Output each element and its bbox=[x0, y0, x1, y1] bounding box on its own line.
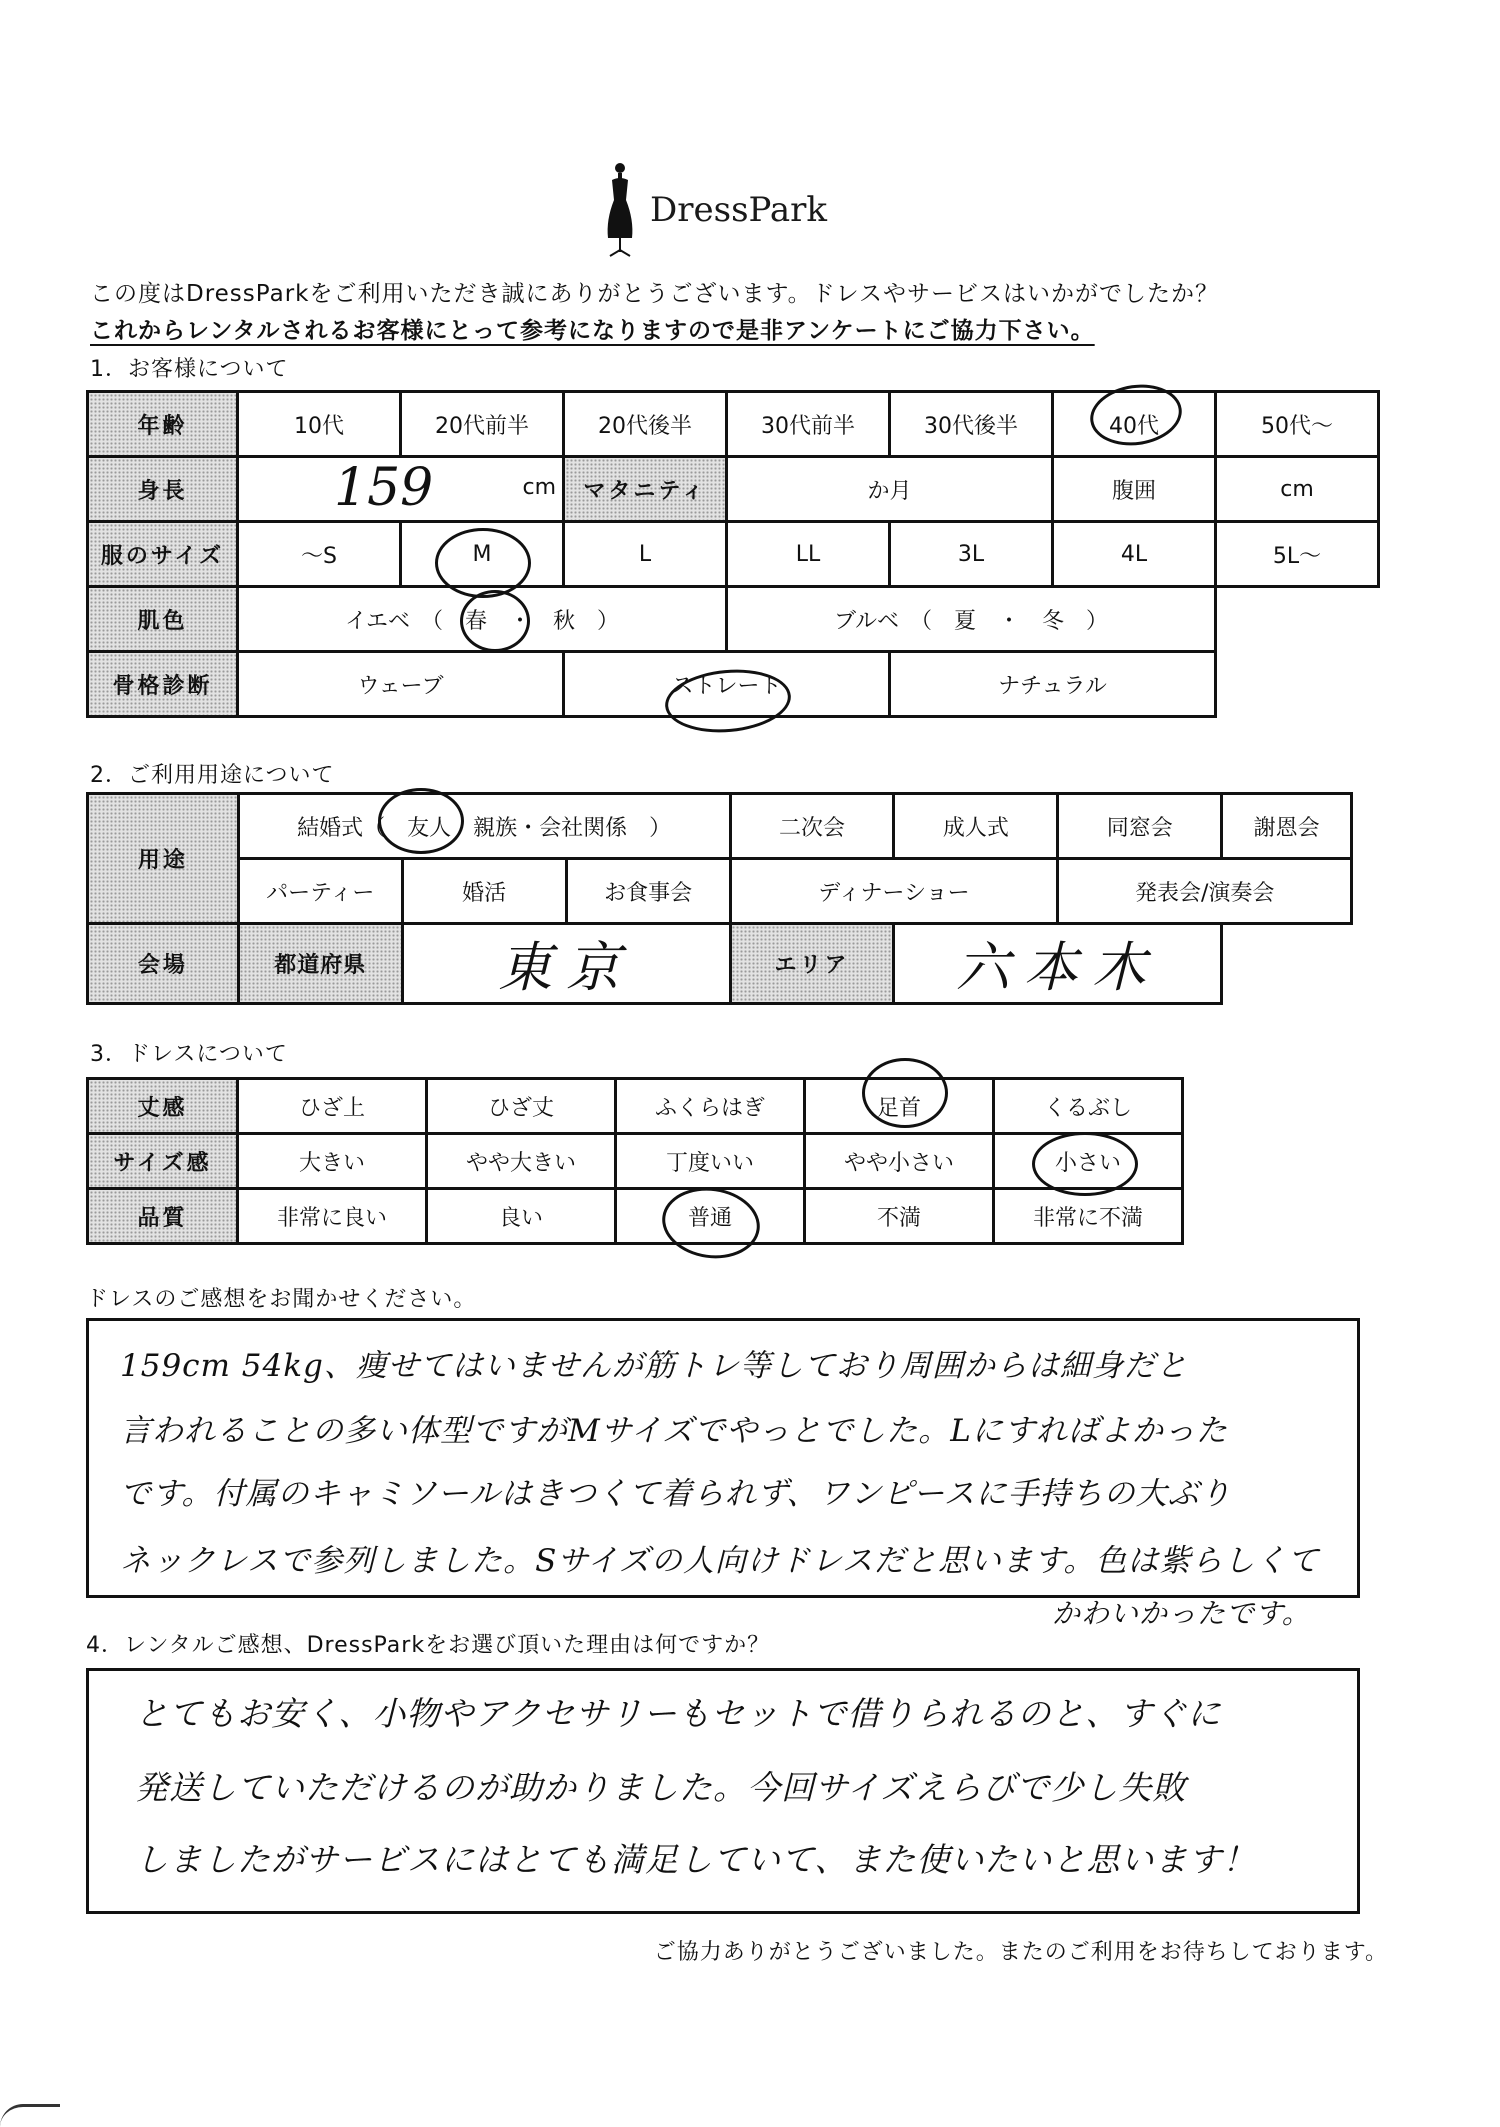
wedding-option[interactable]: 結婚式（ 友人 親族・会社関係 ） bbox=[238, 794, 730, 859]
fit-option[interactable]: 大きい bbox=[238, 1134, 427, 1189]
area-field[interactable] bbox=[894, 924, 1222, 1004]
quality-option[interactable]: 良い bbox=[427, 1189, 616, 1244]
prefecture-value: 東京 bbox=[498, 936, 635, 999]
section2-title: 2．ご利用用途について bbox=[90, 763, 335, 788]
purpose-option[interactable]: 二次会 bbox=[730, 794, 894, 859]
dress-table bbox=[86, 1077, 1184, 1245]
age-option-selected[interactable]: 40代 bbox=[1053, 392, 1216, 457]
height-cell[interactable] bbox=[238, 457, 564, 522]
fit-row bbox=[88, 1134, 1183, 1189]
prefecture-field[interactable] bbox=[402, 924, 730, 1004]
purpose-option[interactable]: パーティー bbox=[238, 859, 402, 924]
venue-label: 会場 bbox=[88, 924, 239, 1004]
dress-comment-prompt: ドレスのご感想をお聞かせください。 bbox=[86, 1287, 477, 1312]
rental-comment-line: 発送していただけるのが助かりました。今回サイズえらびで少し失敗 bbox=[135, 1768, 1187, 1807]
purpose-row-2 bbox=[88, 859, 1352, 924]
age-label: 年齢 bbox=[88, 392, 238, 457]
dress-comment-line: 159cm 54kg、痩せてはいませんが筋トレ等しており周囲からは細身だと bbox=[120, 1348, 1188, 1384]
height-value: 159 bbox=[334, 458, 434, 518]
dress-comment-line: かわいかったです。 bbox=[1052, 1597, 1311, 1630]
maternity-label: マタニティ bbox=[564, 457, 727, 522]
age-option[interactable]: 20代後半 bbox=[564, 392, 727, 457]
scan-edge-mark bbox=[0, 2104, 60, 2127]
purpose-option[interactable]: 婚活 bbox=[402, 859, 566, 924]
quality-option[interactable]: 非常に良い bbox=[238, 1189, 427, 1244]
dress-mannequin-icon bbox=[600, 160, 640, 260]
dress-comment-line: です。付属のキャミソールはきつくて着られず、ワンピースに手持ちの大ぶり bbox=[120, 1476, 1232, 1512]
skeleton-option[interactable]: ナチュラル bbox=[890, 652, 1216, 717]
age-option[interactable]: 20代前半 bbox=[401, 392, 564, 457]
skeleton-row bbox=[88, 652, 1379, 717]
age-option[interactable]: 30代前半 bbox=[727, 392, 890, 457]
rental-comment-line: しましたがサービスにはとても満足していて、また使いたいと思います！ bbox=[135, 1840, 1257, 1879]
age-option[interactable]: 10代 bbox=[238, 392, 401, 457]
height-row bbox=[88, 457, 1379, 522]
intro-line-2: これからレンタルされるお客様にとって参考になりますので是非アンケートにご協力下さい。 bbox=[90, 318, 1095, 344]
size-option[interactable]: 4L bbox=[1053, 522, 1216, 587]
fit-label: サイズ感 bbox=[88, 1134, 238, 1189]
prefecture-label: 都道府県 bbox=[238, 924, 402, 1004]
quality-row bbox=[88, 1189, 1183, 1244]
size-option[interactable]: LL bbox=[727, 522, 890, 587]
customer-table bbox=[86, 390, 1380, 718]
waist-unit[interactable]: cm bbox=[1216, 457, 1379, 522]
length-option[interactable]: くるぶし bbox=[994, 1079, 1183, 1134]
length-row bbox=[88, 1079, 1183, 1134]
area-label: エリア bbox=[730, 924, 894, 1004]
skeleton-option[interactable]: ウェーブ bbox=[238, 652, 564, 717]
quality-label: 品質 bbox=[88, 1189, 238, 1244]
length-option[interactable]: ふくらはぎ bbox=[616, 1079, 805, 1134]
skin-yellow-option[interactable]: イエベ （ 春 ・ 秋 ） bbox=[238, 587, 727, 652]
skeleton-label: 骨格診断 bbox=[88, 652, 238, 717]
maternity-months[interactable]: か月 bbox=[727, 457, 1053, 522]
size-option[interactable]: ～S bbox=[238, 522, 401, 587]
age-option[interactable]: 50代～ bbox=[1216, 392, 1379, 457]
section3-title: 3．ドレスについて bbox=[90, 1042, 288, 1067]
fit-option[interactable]: やや小さい bbox=[805, 1134, 994, 1189]
skin-label: 肌色 bbox=[88, 587, 238, 652]
dress-comment-line: ネックレスで参列しました。Sサイズの人向けドレスだと思います。色は紫らしくて bbox=[120, 1543, 1320, 1579]
fit-option-selected[interactable]: 小さい bbox=[994, 1134, 1183, 1189]
size-option[interactable]: 3L bbox=[890, 522, 1053, 587]
brand-name: DressPark bbox=[650, 190, 828, 230]
height-label: 身長 bbox=[88, 457, 238, 522]
length-option-selected[interactable]: 足首 bbox=[805, 1079, 994, 1134]
age-option[interactable]: 30代後半 bbox=[890, 392, 1053, 457]
intro-line-1: この度はDressParkをご利用いただき誠にありがとうございます。ドレスやサービスはいかがでしたか？ bbox=[90, 281, 1219, 307]
purpose-row-1 bbox=[88, 794, 1352, 859]
length-label: 丈感 bbox=[88, 1079, 238, 1134]
footer-thanks: ご協力ありがとうございました。またのご利用をお待ちしております。 bbox=[653, 1940, 1388, 1965]
fit-option[interactable]: やや大きい bbox=[427, 1134, 616, 1189]
size-option-selected[interactable]: M bbox=[401, 522, 564, 587]
purpose-option[interactable]: 同窓会 bbox=[1058, 794, 1222, 859]
purpose-option[interactable]: 発表会/演奏会 bbox=[1058, 859, 1352, 924]
size-row bbox=[88, 522, 1379, 587]
quality-option-selected[interactable]: 普通 bbox=[616, 1189, 805, 1244]
area-value: 六本木 bbox=[955, 936, 1160, 999]
size-option[interactable]: 5L～ bbox=[1216, 522, 1379, 587]
section4-title: 4．レンタルご感想、DressParkをお選び頂いた理由は何ですか？ bbox=[86, 1633, 771, 1658]
purpose-label: 用途 bbox=[88, 794, 239, 924]
purpose-option[interactable]: ディナーショー bbox=[730, 859, 1058, 924]
skin-row bbox=[88, 587, 1379, 652]
dresspark-logo bbox=[600, 160, 900, 260]
fit-option[interactable]: 丁度いい bbox=[616, 1134, 805, 1189]
rental-comment-line: とてもお安く、小物やアクセサリーもセットで借りられるのと、すぐに bbox=[135, 1694, 1222, 1733]
age-row bbox=[88, 392, 1379, 457]
skin-blue-option[interactable]: ブルベ （ 夏 ・ 冬 ） bbox=[727, 587, 1216, 652]
skeleton-option-selected[interactable]: ストレート bbox=[564, 652, 890, 717]
purpose-option[interactable]: 謝恩会 bbox=[1222, 794, 1352, 859]
height-unit: cm bbox=[522, 475, 556, 500]
purpose-option[interactable]: 成人式 bbox=[894, 794, 1058, 859]
venue-row bbox=[88, 924, 1352, 1004]
purpose-option[interactable]: お食事会 bbox=[566, 859, 730, 924]
length-option[interactable]: ひざ丈 bbox=[427, 1079, 616, 1134]
section1-title: 1．お客様について bbox=[90, 357, 289, 382]
quality-option[interactable]: 不満 bbox=[805, 1189, 994, 1244]
quality-option[interactable]: 非常に不満 bbox=[994, 1189, 1183, 1244]
dress-comment-line: 言われることの多い体型ですがMサイズでやっとでした。Lにすればよかった bbox=[120, 1413, 1228, 1449]
waist-label: 腹囲 bbox=[1053, 457, 1216, 522]
size-option[interactable]: L bbox=[564, 522, 727, 587]
length-option[interactable]: ひざ上 bbox=[238, 1079, 427, 1134]
usage-table bbox=[86, 792, 1353, 1005]
size-label: 服のサイズ bbox=[88, 522, 238, 587]
